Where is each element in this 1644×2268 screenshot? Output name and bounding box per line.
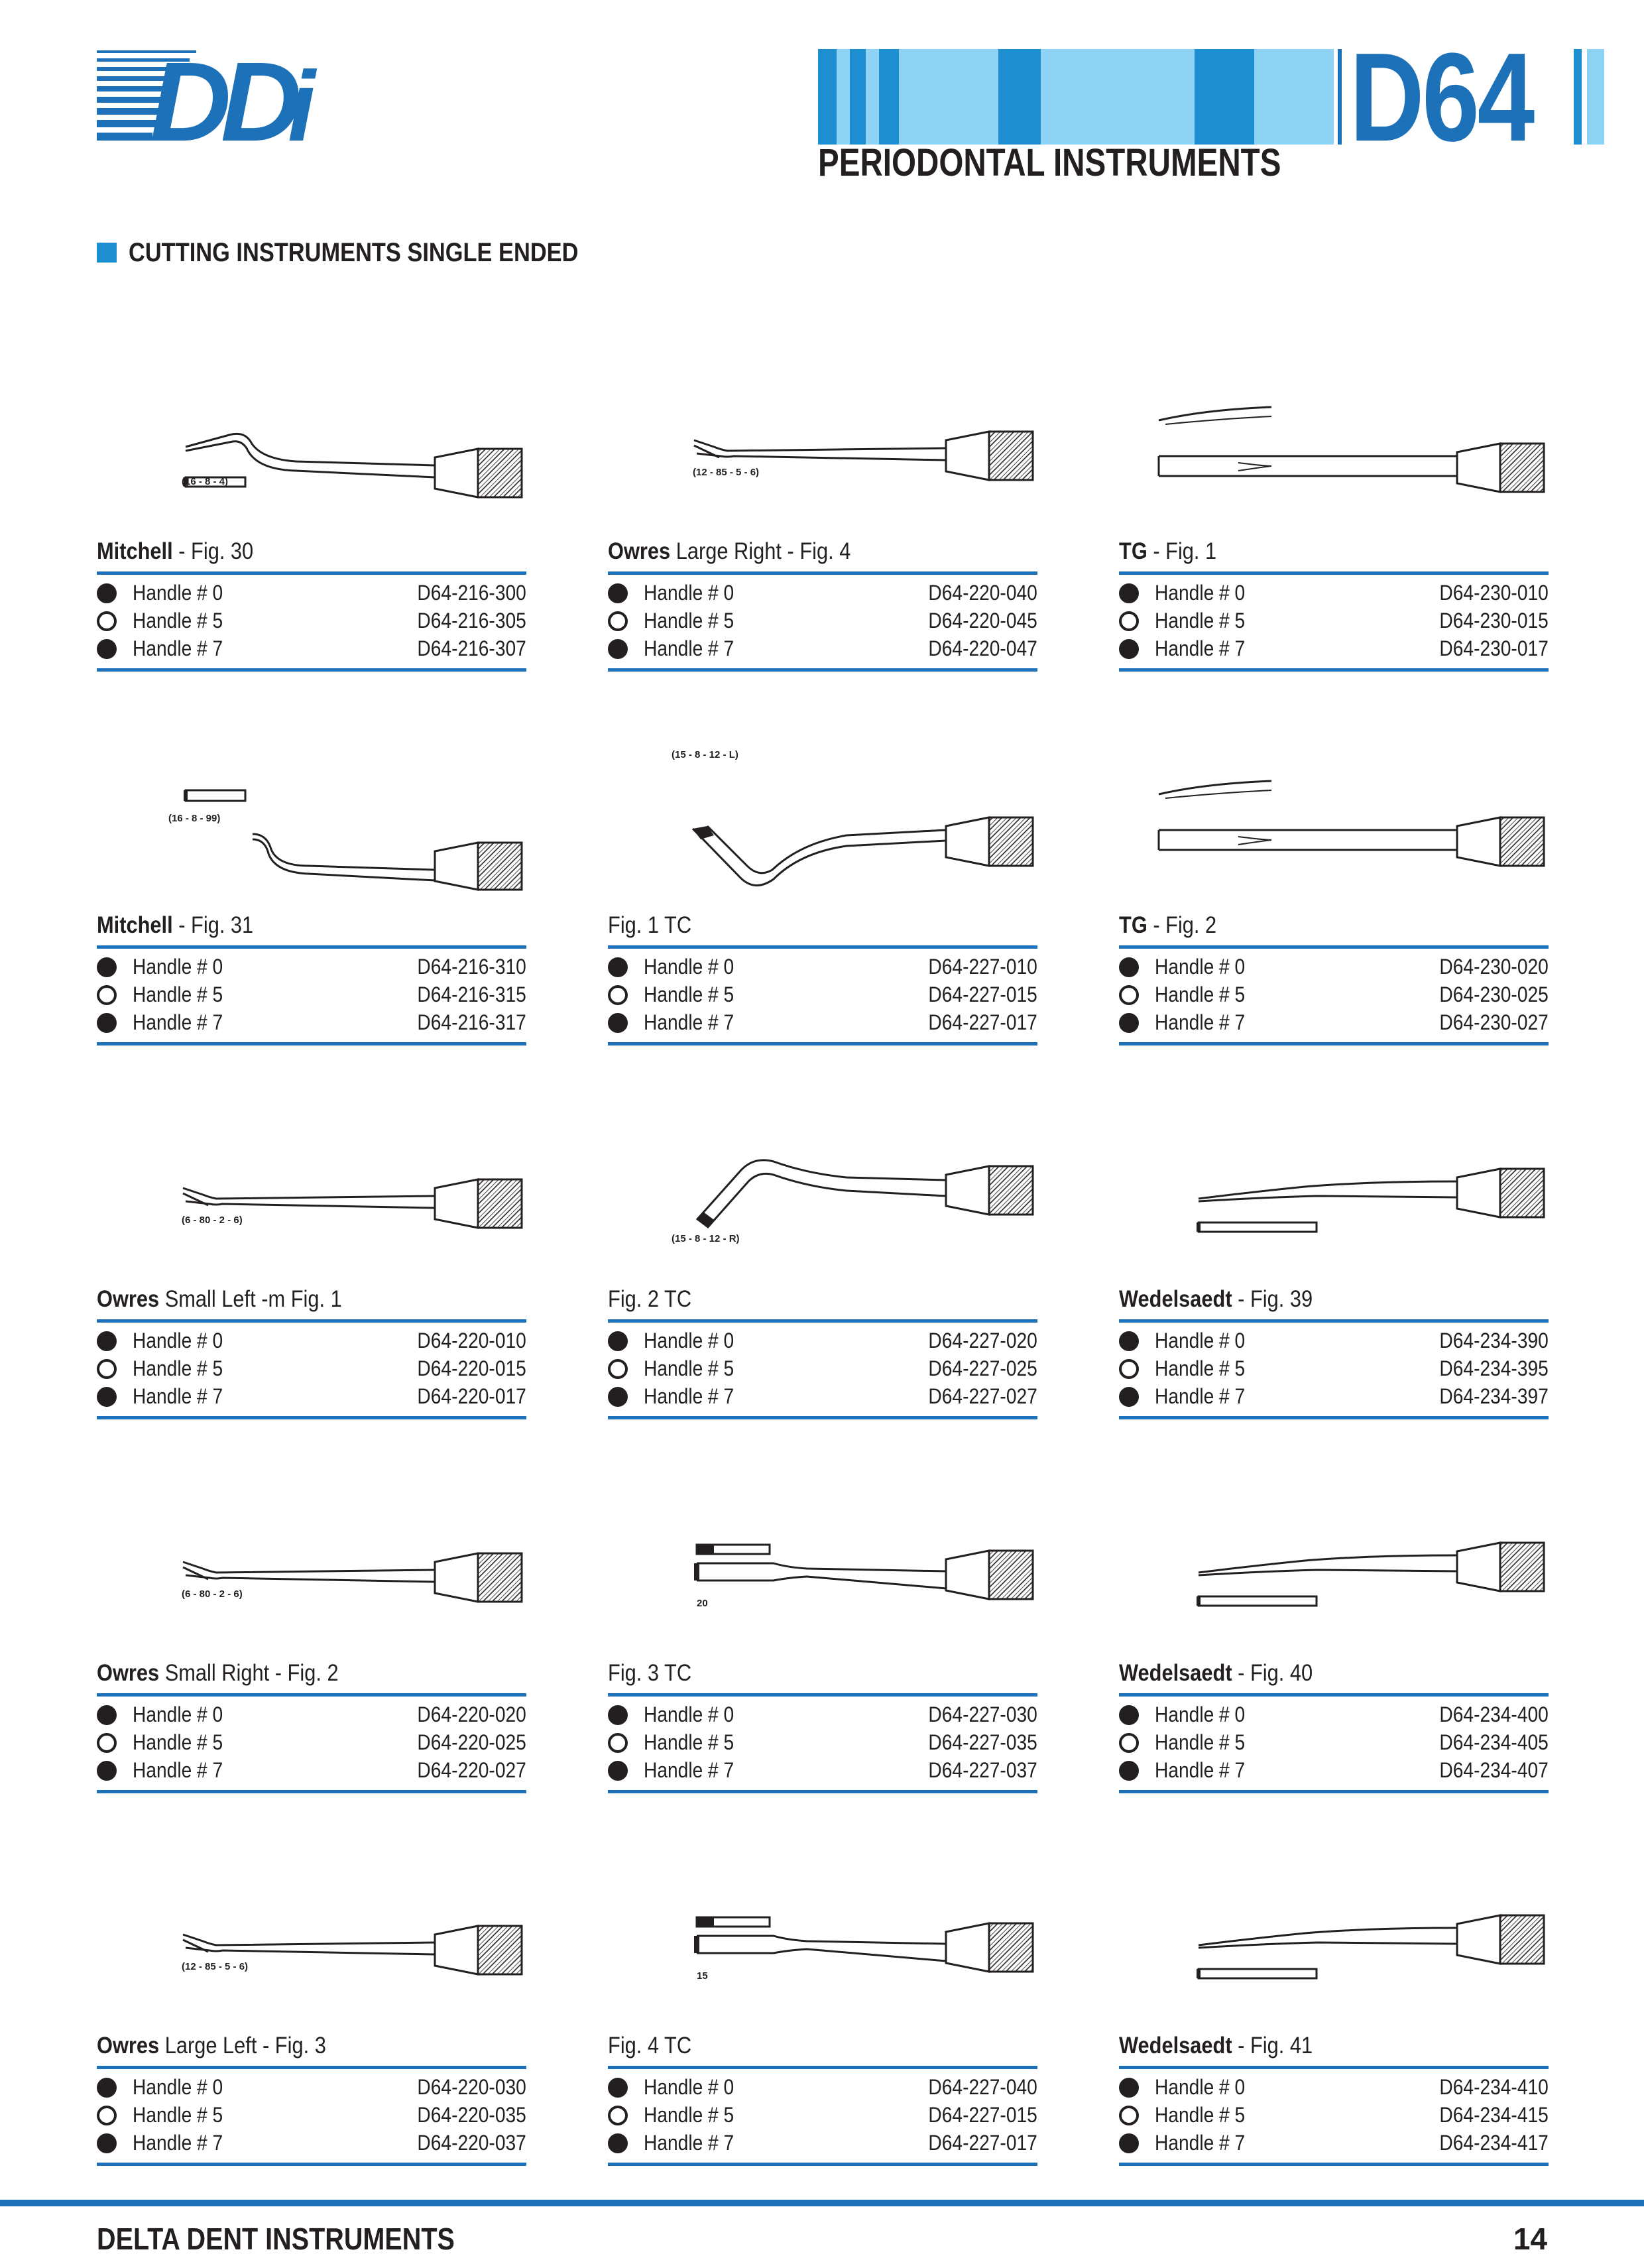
handle-label: Handle # 5 <box>644 1356 734 1380</box>
article-code: D64-234-390 <box>1439 1329 1549 1352</box>
article-code: D64-234-405 <box>1439 1730 1549 1754</box>
instrument-title <box>608 1286 691 1313</box>
instrument-figure: - Fig. 30 <box>172 538 254 564</box>
handle-row <box>1119 1758 1549 1786</box>
handle-label: Handle # 0 <box>1155 581 1246 605</box>
bottom-rule <box>97 1042 526 1045</box>
filled-circle-icon <box>608 1013 628 1033</box>
instrument-name: Owres <box>97 2033 160 2059</box>
article-code: D64-234-397 <box>1439 1384 1549 1408</box>
article-code: D64-220-040 <box>928 581 1037 605</box>
article-code: D64-227-020 <box>928 1329 1037 1352</box>
handle-row <box>1119 955 1549 983</box>
instrument-figure: Fig. 1 TC <box>608 912 692 938</box>
dimension-label: 20 <box>697 1598 708 1609</box>
handle-label: Handle # 5 <box>1155 609 1246 632</box>
handle-row <box>97 2131 526 2159</box>
handle-label: Handle # 0 <box>1155 2075 1246 2099</box>
title-rule <box>608 1319 1037 1323</box>
filled-circle-icon <box>1119 1761 1139 1781</box>
handle-row <box>608 2103 1037 2131</box>
filled-circle-icon <box>1119 1387 1139 1407</box>
instrument-title <box>1119 1286 1313 1313</box>
open-circle-icon <box>608 2106 628 2125</box>
instrument-title <box>97 2033 326 2059</box>
open-circle-icon <box>608 1359 628 1379</box>
dimension-label: 15 <box>697 1970 708 1982</box>
dimension-label: (15 - 8 - 12 - R) <box>672 1233 740 1244</box>
instrument-title <box>97 1660 339 1687</box>
bottom-rule <box>1119 668 1549 672</box>
open-circle-icon <box>97 1359 117 1379</box>
handle-label: Handle # 0 <box>644 2075 734 2099</box>
footer-company: DELTA DENT INSTRUMENTS <box>97 2222 455 2256</box>
article-code: D64-216-315 <box>417 983 526 1006</box>
instrument-name: TG <box>1119 912 1147 938</box>
bottom-rule <box>97 2163 526 2166</box>
tc-curved-tip-icon <box>608 1101 1037 1273</box>
handle-row <box>97 609 526 636</box>
article-code: D64-230-020 <box>1439 955 1549 979</box>
open-circle-icon <box>608 1733 628 1753</box>
title-rule <box>608 2066 1037 2069</box>
svg-text:i: i <box>288 50 316 146</box>
title-rule <box>1119 1693 1549 1697</box>
article-code: D64-216-307 <box>417 636 526 660</box>
handle-row <box>608 1384 1037 1412</box>
section-bullet-icon <box>97 243 117 263</box>
handle-row <box>608 581 1037 609</box>
dimension-label: (16 - 8 - 4) <box>182 476 229 487</box>
handle-label: Handle # 7 <box>644 1010 734 1034</box>
filled-circle-icon <box>1119 583 1139 603</box>
handle-row <box>1119 1384 1549 1412</box>
instrument-title <box>97 1286 342 1313</box>
handle-row <box>608 1010 1037 1038</box>
owres-tip-icon <box>97 1474 526 1647</box>
handle-label: Handle # 7 <box>644 1384 734 1408</box>
instrument-figure: - Fig. 39 <box>1232 1286 1313 1312</box>
filled-circle-icon <box>1119 1705 1139 1725</box>
handle-label: Handle # 0 <box>133 955 223 979</box>
handle-row <box>97 1329 526 1356</box>
open-circle-icon <box>97 2106 117 2125</box>
handle-label: Handle # 7 <box>1155 1010 1246 1034</box>
handle-row <box>1119 609 1549 636</box>
handle-row <box>1119 1329 1549 1356</box>
handle-label: Handle # 5 <box>133 609 223 632</box>
filled-circle-icon <box>97 2078 117 2098</box>
handle-row <box>608 1356 1037 1384</box>
title-rule <box>97 945 526 949</box>
instrument-name: Wedelsaedt <box>1119 1660 1232 1686</box>
handle-label: Handle # 5 <box>644 983 734 1006</box>
article-code: D64-227-015 <box>928 2103 1037 2127</box>
open-circle-icon <box>1119 2106 1139 2125</box>
handle-label: Handle # 7 <box>1155 1758 1246 1782</box>
handle-label: Handle # 7 <box>133 1010 223 1034</box>
filled-circle-icon <box>1119 1331 1139 1351</box>
handle-row <box>97 1010 526 1038</box>
open-circle-icon <box>608 611 628 631</box>
filled-circle-icon <box>97 1013 117 1033</box>
filled-circle-icon <box>608 1387 628 1407</box>
bottom-rule <box>608 1042 1037 1045</box>
section-title: CUTTING INSTRUMENTS SINGLE ENDED <box>129 237 579 267</box>
dimension-label: (6 - 80 - 2 - 6) <box>182 1215 243 1226</box>
filled-circle-icon <box>97 1705 117 1725</box>
svg-text:DD: DD <box>150 46 292 146</box>
handle-row <box>97 1730 526 1758</box>
bottom-rule <box>97 1790 526 1793</box>
article-code: D64-220-027 <box>417 1758 526 1782</box>
filled-circle-icon <box>97 1331 117 1351</box>
article-code: D64-230-027 <box>1439 1010 1549 1034</box>
dimension-label: (6 - 80 - 2 - 6) <box>182 1588 243 1600</box>
article-code: D64-234-407 <box>1439 1758 1549 1782</box>
title-rule <box>608 945 1037 949</box>
dimension-label: (15 - 8 - 12 - L) <box>672 749 738 760</box>
article-code: D64-227-037 <box>928 1758 1037 1782</box>
owres-tip-icon <box>97 1847 526 2019</box>
handle-label: Handle # 7 <box>644 1758 734 1782</box>
filled-circle-icon <box>1119 2078 1139 2098</box>
handle-label: Handle # 7 <box>644 636 734 660</box>
wedelsaedt-tip-icon <box>1119 1847 1549 2019</box>
page-subtitle: PERIODONTAL INSTRUMENTS <box>818 141 1281 184</box>
article-code: D64-230-025 <box>1439 983 1549 1006</box>
instrument-title <box>97 912 253 939</box>
open-circle-icon <box>608 985 628 1005</box>
instrument-title <box>97 538 253 565</box>
article-code: D64-227-035 <box>928 1730 1037 1754</box>
filled-circle-icon <box>608 583 628 603</box>
article-code: D64-220-020 <box>417 1702 526 1726</box>
article-code: D64-220-045 <box>928 609 1037 632</box>
instrument-figure: Fig. 2 TC <box>608 1286 692 1312</box>
article-code: D64-230-010 <box>1439 581 1549 605</box>
handle-row <box>608 1730 1037 1758</box>
handle-row <box>97 2103 526 2131</box>
handle-row <box>1119 1356 1549 1384</box>
title-rule <box>1119 1319 1549 1323</box>
title-rule <box>1119 2066 1549 2069</box>
instrument-name: Wedelsaedt <box>1119 2033 1232 2059</box>
handle-row <box>608 636 1037 664</box>
instrument-figure: Fig. 3 TC <box>608 1660 692 1686</box>
handle-row <box>1119 636 1549 664</box>
filled-circle-icon <box>97 639 117 659</box>
handle-row <box>97 2075 526 2103</box>
title-rule <box>608 1693 1037 1697</box>
handle-label: Handle # 0 <box>133 1702 223 1726</box>
open-circle-icon <box>1119 1733 1139 1753</box>
chisel-tip-icon <box>1119 353 1549 525</box>
article-code: D64-216-317 <box>417 1010 526 1034</box>
open-circle-icon <box>1119 985 1139 1005</box>
filled-circle-icon <box>608 957 628 977</box>
instrument-figure: Large Left - Fig. 3 <box>159 2033 326 2059</box>
bottom-rule <box>1119 1042 1549 1045</box>
ddi-logo <box>97 46 349 146</box>
handle-label: Handle # 7 <box>1155 2131 1246 2155</box>
handle-row <box>608 609 1037 636</box>
bottom-rule <box>608 1790 1037 1793</box>
article-code: D64-227-010 <box>928 955 1037 979</box>
handle-row <box>1119 581 1549 609</box>
handle-label: Handle # 0 <box>644 581 734 605</box>
dimension-label: (16 - 8 - 99) <box>168 813 221 824</box>
tc-straight-tip-icon <box>608 1847 1037 2019</box>
handle-row <box>1119 2131 1549 2159</box>
instrument-figure: - Fig. 40 <box>1232 1660 1313 1686</box>
handle-label: Handle # 5 <box>1155 1730 1246 1754</box>
instrument-figure: Small Right - Fig. 2 <box>159 1660 339 1686</box>
article-code: D64-220-030 <box>417 2075 526 2099</box>
open-circle-icon <box>1119 1359 1139 1379</box>
filled-circle-icon <box>608 2078 628 2098</box>
handle-label: Handle # 0 <box>1155 1329 1246 1352</box>
article-code: D64-227-025 <box>928 1356 1037 1380</box>
instrument-title <box>608 912 691 939</box>
handle-label: Handle # 5 <box>1155 983 1246 1006</box>
handle-label: Handle # 5 <box>1155 2103 1246 2127</box>
instrument-figure: - Fig. 41 <box>1232 2033 1313 2059</box>
instrument-title <box>1119 2033 1313 2059</box>
handle-label: Handle # 0 <box>644 955 734 979</box>
instrument-figure: - Fig. 31 <box>172 912 254 938</box>
article-code: D64-220-010 <box>417 1329 526 1352</box>
article-code: D64-227-040 <box>928 2075 1037 2099</box>
handle-row <box>1119 2103 1549 2131</box>
instrument-title <box>608 2033 691 2059</box>
sickle-bent-tip-icon <box>97 727 526 899</box>
handle-row <box>97 1356 526 1384</box>
filled-circle-icon <box>608 1761 628 1781</box>
bottom-rule <box>608 1416 1037 1419</box>
title-rule <box>1119 945 1549 949</box>
article-code: D64-230-017 <box>1439 636 1549 660</box>
article-code: D64-227-015 <box>928 983 1037 1006</box>
handle-label: Handle # 5 <box>644 2103 734 2127</box>
handle-row <box>1119 1730 1549 1758</box>
handle-label: Handle # 7 <box>1155 636 1246 660</box>
filled-circle-icon <box>608 639 628 659</box>
filled-circle-icon <box>97 1761 117 1781</box>
handle-label: Handle # 7 <box>133 636 223 660</box>
article-code: D64-234-395 <box>1439 1356 1549 1380</box>
article-code: D64-234-415 <box>1439 2103 1549 2127</box>
handle-label: Handle # 0 <box>133 2075 223 2099</box>
filled-circle-icon <box>608 2133 628 2153</box>
title-rule <box>608 571 1037 575</box>
handle-row <box>97 581 526 609</box>
handle-label: Handle # 0 <box>644 1702 734 1726</box>
instrument-figure: Large Right - Fig. 4 <box>670 538 851 564</box>
wedelsaedt-tip-icon <box>1119 1101 1549 1273</box>
handle-label: Handle # 5 <box>644 1730 734 1754</box>
article-code: D64-220-035 <box>417 2103 526 2127</box>
title-rule <box>97 1319 526 1323</box>
article-code: D64-230-015 <box>1439 609 1549 632</box>
handle-row <box>608 2131 1037 2159</box>
tc-straight-tip-icon <box>608 1474 1037 1647</box>
dimension-label: (12 - 85 - 5 - 6) <box>693 467 760 478</box>
footer-rule <box>0 2200 1644 2206</box>
article-code: D64-227-030 <box>928 1702 1037 1726</box>
handle-row <box>1119 2075 1549 2103</box>
article-code: D64-216-305 <box>417 609 526 632</box>
handle-label: Handle # 0 <box>644 1329 734 1352</box>
instrument-name: Mitchell <box>97 538 173 564</box>
instrument-name: Mitchell <box>97 912 173 938</box>
instrument-figure: - Fig. 1 <box>1147 538 1217 564</box>
open-circle-icon <box>97 611 117 631</box>
filled-circle-icon <box>97 2133 117 2153</box>
instrument-name: Owres <box>97 1660 160 1686</box>
section-heading <box>97 237 652 268</box>
filled-circle-icon <box>97 957 117 977</box>
handle-label: Handle # 5 <box>133 983 223 1006</box>
article-code: D64-227-017 <box>928 1010 1037 1034</box>
instrument-name: Owres <box>608 538 671 564</box>
handle-row <box>608 1758 1037 1786</box>
bottom-rule <box>608 2163 1037 2166</box>
handle-row <box>97 1702 526 1730</box>
open-circle-icon <box>97 1733 117 1753</box>
dimension-label: (12 - 85 - 5 - 6) <box>182 1961 249 1972</box>
instrument-title <box>608 1660 691 1687</box>
bottom-rule <box>97 668 526 672</box>
handle-row <box>97 983 526 1010</box>
instrument-figure: Fig. 4 TC <box>608 2033 692 2059</box>
article-code: D64-234-417 <box>1439 2131 1549 2155</box>
instrument-figure: - Fig. 2 <box>1147 912 1217 938</box>
article-code: D64-220-025 <box>417 1730 526 1754</box>
instrument-name: Wedelsaedt <box>1119 1286 1232 1312</box>
handle-label: Handle # 5 <box>133 2103 223 2127</box>
article-code: D64-220-017 <box>417 1384 526 1408</box>
handle-row <box>608 2075 1037 2103</box>
owres-tip-icon <box>97 1101 526 1273</box>
article-code: D64-234-410 <box>1439 2075 1549 2099</box>
instrument-title <box>1119 1660 1313 1687</box>
handle-row <box>1119 1702 1549 1730</box>
handle-row <box>608 983 1037 1010</box>
article-code: D64-216-310 <box>417 955 526 979</box>
handle-row <box>97 955 526 983</box>
bottom-rule <box>1119 2163 1549 2166</box>
bottom-rule <box>97 1416 526 1419</box>
instrument-title <box>1119 912 1216 939</box>
handle-row <box>608 1329 1037 1356</box>
article-code: D64-220-015 <box>417 1356 526 1380</box>
handle-label: Handle # 7 <box>644 2131 734 2155</box>
instrument-title <box>1119 538 1216 565</box>
filled-circle-icon <box>1119 639 1139 659</box>
article-code: D64-216-300 <box>417 581 526 605</box>
page-number: 14 <box>1513 2222 1547 2256</box>
open-circle-icon <box>97 985 117 1005</box>
handle-row <box>608 955 1037 983</box>
handle-label: Handle # 0 <box>1155 955 1246 979</box>
filled-circle-icon <box>97 583 117 603</box>
instrument-title <box>608 538 851 565</box>
wedelsaedt-tip-icon <box>1119 1474 1549 1647</box>
sickle-bent-tip-icon <box>97 353 526 525</box>
handle-label: Handle # 5 <box>644 609 734 632</box>
filled-circle-icon <box>608 1705 628 1725</box>
article-code: D64-234-400 <box>1439 1702 1549 1726</box>
handle-label: Handle # 5 <box>133 1730 223 1754</box>
chisel-tip-icon <box>1119 727 1549 899</box>
instrument-name: Owres <box>97 1286 160 1312</box>
bottom-rule <box>1119 1416 1549 1419</box>
filled-circle-icon <box>608 1331 628 1351</box>
owres-tip-icon <box>608 353 1037 525</box>
filled-circle-icon <box>97 1387 117 1407</box>
handle-row <box>1119 983 1549 1010</box>
handle-label: Handle # 0 <box>133 581 223 605</box>
handle-row <box>97 636 526 664</box>
handle-row <box>1119 1010 1549 1038</box>
handle-label: Handle # 7 <box>133 1384 223 1408</box>
handle-label: Handle # 7 <box>1155 1384 1246 1408</box>
article-code: D64-227-027 <box>928 1384 1037 1408</box>
title-rule <box>97 571 526 575</box>
bottom-rule <box>1119 1790 1549 1793</box>
bottom-rule <box>608 668 1037 672</box>
handle-row <box>97 1758 526 1786</box>
instrument-figure: Small Left -m Fig. 1 <box>159 1286 342 1312</box>
filled-circle-icon <box>1119 2133 1139 2153</box>
open-circle-icon <box>1119 611 1139 631</box>
title-rule <box>97 1693 526 1697</box>
article-code: D64-220-047 <box>928 636 1037 660</box>
catalog-code: D64 <box>1350 27 1533 168</box>
filled-circle-icon <box>1119 957 1139 977</box>
handle-row <box>97 1384 526 1412</box>
handle-row <box>608 1702 1037 1730</box>
handle-label: Handle # 0 <box>1155 1702 1246 1726</box>
filled-circle-icon <box>1119 1013 1139 1033</box>
handle-label: Handle # 0 <box>133 1329 223 1352</box>
instrument-name: TG <box>1119 538 1147 564</box>
article-code: D64-227-017 <box>928 2131 1037 2155</box>
handle-label: Handle # 7 <box>133 1758 223 1782</box>
handle-label: Handle # 5 <box>1155 1356 1246 1380</box>
title-rule <box>97 2066 526 2069</box>
handle-label: Handle # 7 <box>133 2131 223 2155</box>
title-rule <box>1119 571 1549 575</box>
handle-label: Handle # 5 <box>133 1356 223 1380</box>
article-code: D64-220-037 <box>417 2131 526 2155</box>
